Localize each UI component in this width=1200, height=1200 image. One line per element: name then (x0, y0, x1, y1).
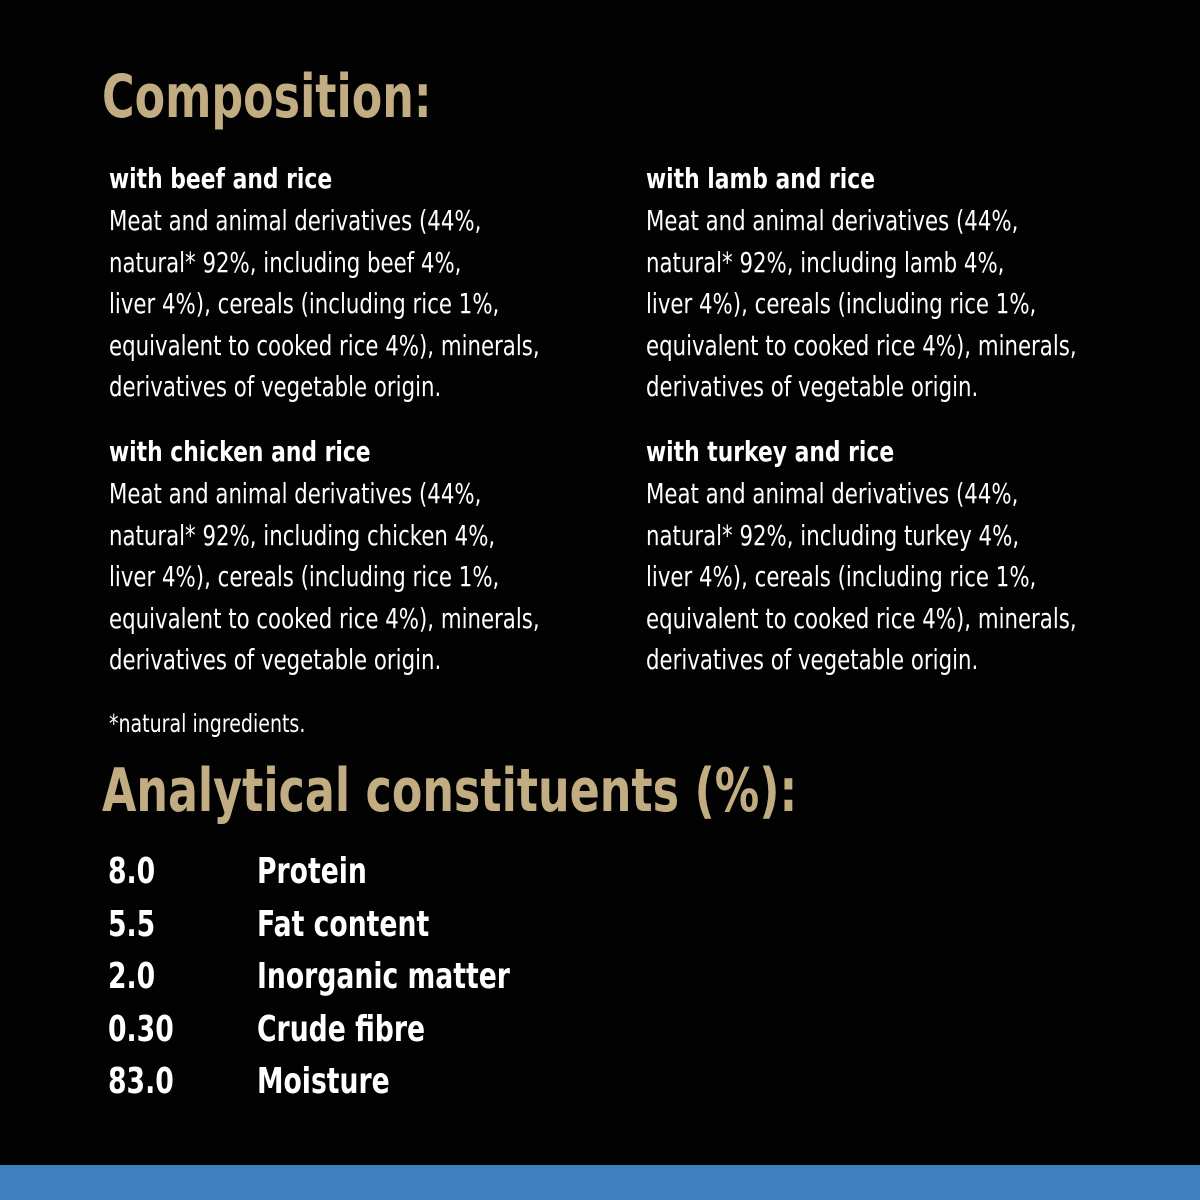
variant-title: with turkey and rice (646, 435, 895, 468)
constituent-value: 83.0 (108, 1061, 174, 1102)
variant-line: derivatives of vegetable origin. (646, 370, 979, 404)
constituent-value: 2.0 (108, 956, 156, 997)
variant-chicken (109, 431, 629, 681)
constituent-label: Crude fibre (257, 1008, 426, 1050)
variant-line: equivalent to cooked rice 4%), minerals, (109, 601, 540, 635)
variant-line: Meat and animal derivatives (44%, (109, 477, 482, 510)
variant-line: equivalent to cooked rice 4%), minerals, (646, 601, 1077, 635)
constituent-value: 8.0 (108, 851, 156, 892)
footnote: *natural ingredients. (109, 709, 306, 738)
variant-line: derivatives of vegetable origin. (109, 370, 442, 404)
variant-title: with lamb and rice (646, 162, 876, 195)
variant-line: equivalent to cooked rice 4%), minerals, (109, 328, 540, 362)
bottom-accent-bar (0, 1165, 1200, 1200)
variant-line: Meat and animal derivatives (44%, (646, 477, 1019, 510)
variant-turkey (646, 431, 1166, 681)
table-row (108, 953, 708, 1006)
constituent-value: 0.30 (108, 1008, 174, 1050)
variant-lamb (646, 158, 1166, 408)
constituent-label: Protein (257, 851, 367, 892)
table-row (108, 848, 708, 901)
variant-line: liver 4%), cereals (including rice 1%, (646, 560, 1037, 594)
variant-line: natural* 92%, including chicken 4%, (109, 518, 496, 552)
variant-line: equivalent to cooked rice 4%), minerals, (646, 328, 1077, 362)
variant-line: liver 4%), cereals (including rice 1%, (109, 287, 500, 321)
variant-line: Meat and animal derivatives (44%, (109, 204, 482, 237)
variant-line: Meat and animal derivatives (44%, (646, 204, 1019, 237)
variant-line: derivatives of vegetable origin. (646, 643, 979, 677)
composition-heading: Composition: (102, 62, 432, 132)
table-row (108, 901, 708, 954)
constituent-label: Inorganic matter (257, 956, 510, 997)
variant-title: with beef and rice (109, 162, 333, 195)
table-row (108, 1058, 708, 1111)
variant-line: liver 4%), cereals (including rice 1%, (646, 287, 1037, 321)
table-row (108, 1006, 708, 1059)
variant-line: liver 4%), cereals (including rice 1%, (109, 560, 500, 594)
constituent-label: Moisture (257, 1061, 390, 1102)
variant-title: with chicken and rice (109, 435, 371, 468)
variant-beef (109, 158, 629, 408)
variant-line: natural* 92%, including beef 4%, (109, 245, 462, 279)
variant-line: derivatives of vegetable origin. (109, 643, 442, 677)
constituent-label: Fat content (257, 903, 430, 945)
variant-line: natural* 92%, including lamb 4%, (646, 245, 1005, 279)
constituent-value: 5.5 (108, 903, 156, 945)
constituents-table (108, 848, 708, 1111)
analytical-heading: Analytical constituents (%): (102, 756, 798, 826)
variant-line: natural* 92%, including turkey 4%, (646, 518, 1020, 552)
